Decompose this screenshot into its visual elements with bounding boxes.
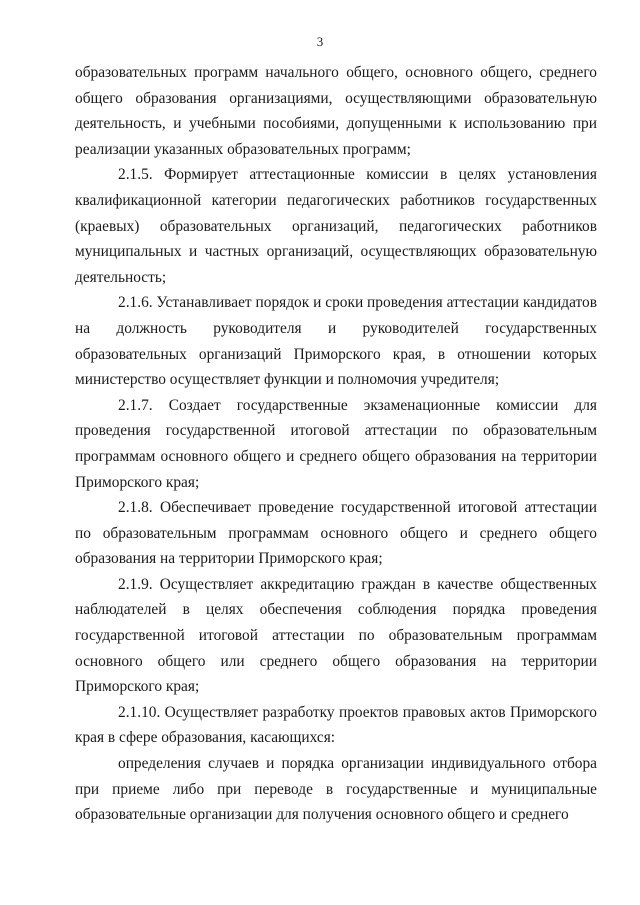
paragraph-2-1-5: 2.1.5. Формирует аттестационные комиссии в целях установления квалификационной категории педагогических работников государственных (краевых) образовательных организаций, педагогических работников муниципальных и частных организаций, осуществляющих образовательную деятельность; bbox=[75, 166, 597, 286]
paragraph-2-1-8: 2.1.8. Обеспечивает проведение государственной итоговой аттестации по образовательным программам основного общего и среднего общего образования на территории Приморского края; bbox=[75, 499, 597, 568]
paragraph-2-1-10: 2.1.10. Осуществляет разработку проектов правовых актов Приморского края в сфере образования, касающихся: bbox=[75, 703, 597, 747]
paragraph-2-1-7: 2.1.7. Создает государственные экзаменационные комиссии для проведения государственной итоговой аттестации по образовательным программам основного общего и среднего общего образования на территории Приморского края; bbox=[75, 396, 597, 491]
paragraph-continuation: образовательных программ начального общего, основного общего, среднего общего образования организациями, осуществляющими образовательную деятельность, и учебными пособиями, допущенными к использованию при реализации указанных образовательных программ; bbox=[75, 64, 597, 158]
paragraph-2-1-10-item: определения случаев и порядка организации индивидуального отбора при приеме либо при переводе в государственные и муниципальные образовательные организации для получения основного общего и среднего bbox=[75, 755, 597, 824]
paragraph-2-1-9: 2.1.9. Осуществляет аккредитацию граждан в качестве общественных наблюдателей в целях обеспечения соблюдения порядка проведения государственной итоговой аттестации по образовательным программам основного общего или среднего общего образования на территории Приморского края; bbox=[75, 575, 597, 696]
page-number: 3 bbox=[316, 34, 324, 49]
document-body bbox=[75, 60, 597, 828]
paragraph-2-1-6: 2.1.6. Устанавливает порядок и сроки проведения аттестации кандидатов на должность руководителя и руководителей государственных образовательных организаций Приморского края, в отношении которых министерство осуществляет функции и полномочия учредителя; bbox=[75, 294, 597, 389]
